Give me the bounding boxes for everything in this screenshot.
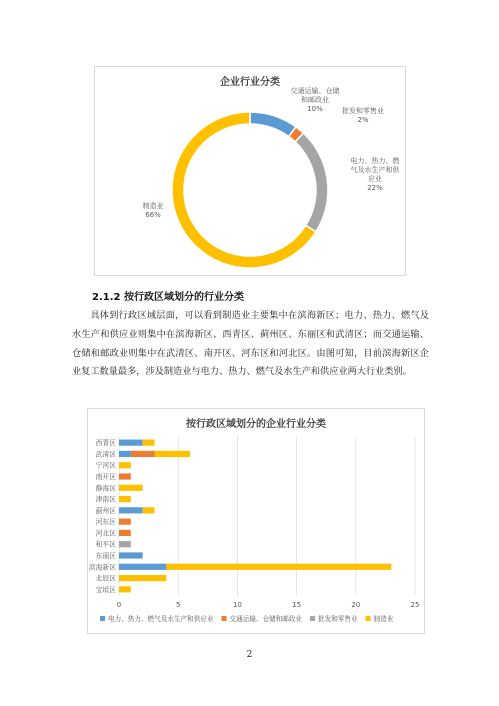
- bar-segment: [119, 496, 131, 502]
- body-paragraph: [72, 307, 429, 382]
- x-tick-label: 0: [116, 601, 122, 609]
- y-category-label: 河北区: [95, 529, 116, 538]
- legend-label: 电力、热力、燃气及水生产和供应业: [108, 615, 214, 623]
- y-category-label: 宁河区: [95, 461, 116, 470]
- bar-chart-title: 按行政区域划分的企业行业分类: [186, 419, 326, 430]
- svg-text:2%: 2%: [357, 116, 369, 124]
- legend-label: 交通运输、仓储和邮政业: [229, 615, 303, 623]
- bar-segment: [119, 564, 166, 570]
- donut-chart-title: 企业行业分类: [220, 77, 280, 88]
- svg-text:电力、热力、燃: 电力、热力、燃: [350, 157, 400, 165]
- svg-text:应业: 应业: [368, 175, 382, 183]
- section-heading: 2.1.2 按行政区域划分的行业分类: [92, 292, 244, 303]
- legend-label: 批发和零售业: [318, 615, 358, 623]
- y-category-label: 武清区: [95, 450, 116, 459]
- bar-segment: [119, 586, 131, 592]
- y-category-label: 和平区: [95, 540, 116, 549]
- y-category-label: 滨海新区: [88, 563, 116, 572]
- legend-swatch: [222, 616, 227, 621]
- svg-text:制造业: 制造业: [142, 202, 164, 210]
- x-tick-label: 15: [292, 601, 302, 609]
- bar-segment: [119, 507, 143, 513]
- bar-segment: [119, 530, 131, 536]
- bar-segment: [119, 519, 131, 525]
- bar-segment: [119, 541, 131, 547]
- svg-text:66%: 66%: [145, 211, 161, 219]
- donut-slice-label: [143, 201, 164, 219]
- y-category-label: 南开区: [95, 473, 116, 481]
- y-category-label: 津南区: [95, 495, 116, 504]
- bar-segment: [119, 440, 143, 446]
- donut-chart-svg: [95, 67, 405, 275]
- page-number: 2: [246, 650, 253, 660]
- y-category-label: 东丽区: [95, 552, 116, 560]
- svg-text:22%: 22%: [367, 184, 383, 192]
- donut-slice-label: [351, 156, 401, 192]
- bar-segment: [119, 485, 143, 491]
- legend-swatch: [366, 616, 371, 621]
- bar-segment: [143, 507, 155, 513]
- y-category-label: 宝坻区: [95, 585, 116, 594]
- bar-segment: [119, 473, 131, 479]
- bar-segment: [119, 552, 143, 558]
- svg-text:10%: 10%: [307, 105, 323, 113]
- bar-segment: [166, 564, 391, 570]
- legend-swatch: [100, 616, 105, 621]
- bar-segment: [131, 451, 155, 457]
- donut-slice: [250, 112, 296, 137]
- y-category-label: 北辰区: [95, 574, 116, 583]
- x-tick-label: 20: [351, 601, 361, 609]
- svg-text:批发和零售业: 批发和零售业: [342, 107, 384, 115]
- y-category-label: 蓟州区: [95, 506, 116, 515]
- paragraph-text: 具体到行政区域层面，可以看到制造业主要集中在滨海新区；电力、热力、燃气及水生产和供应业则集中在滨海新区、西青区、蓟州区、东丽区和武清区；而交通运输、仓储和邮政业则集中在武清区、南开区、河东区和河北区。由图可知，目前滨海新区企业复工数量最多，涉及制造业与电力、热力、燃气及水生产和供应业两大行业类别。: [72, 310, 429, 378]
- donut-slice: [295, 133, 328, 232]
- x-tick-label: 5: [175, 601, 181, 609]
- donut-slice-label: [291, 86, 340, 113]
- svg-text:交通运输、仓储: 交通运输、仓储: [290, 87, 340, 95]
- bar-segment: [119, 462, 131, 468]
- bar-segment: [119, 575, 166, 581]
- district-bar-chart: [87, 408, 425, 634]
- legend-label: 制造业: [373, 615, 394, 623]
- legend-swatch: [310, 616, 315, 621]
- donut-slice-label: [342, 106, 384, 124]
- bar-chart-svg: [88, 409, 424, 633]
- y-category-label: 静海区: [95, 484, 116, 493]
- y-category-label: 河东区: [95, 518, 116, 527]
- y-category-label: 西青区: [95, 439, 116, 448]
- svg-text:和邮政业: 和邮政业: [301, 96, 329, 104]
- bar-segment: [155, 451, 191, 457]
- industry-donut-chart: [94, 66, 406, 276]
- bar-segment: [143, 440, 155, 446]
- x-tick-label: 25: [410, 601, 420, 609]
- svg-text:气及水生产和供: 气及水生产和供: [350, 166, 400, 174]
- x-tick-label: 10: [232, 601, 242, 609]
- bar-segment: [119, 451, 131, 457]
